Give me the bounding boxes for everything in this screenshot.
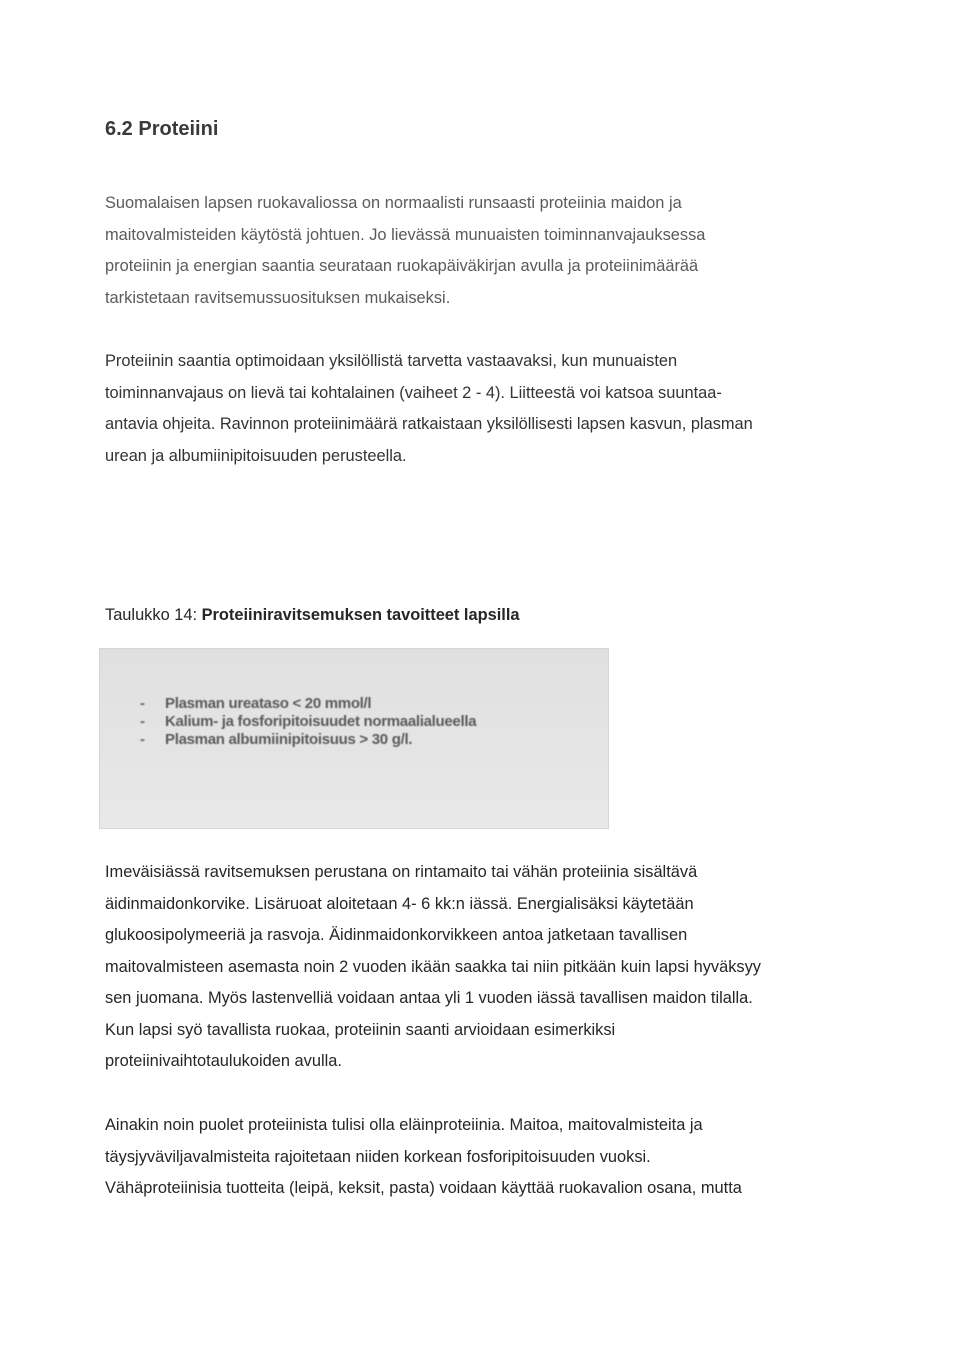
table-caption (105, 606, 520, 625)
table-caption-prefix: Taulukko 14: (105, 606, 202, 624)
table-caption-title: Proteiiniravitsemuksen tavoitteet lapsilla (201, 606, 520, 624)
list-item (140, 695, 476, 713)
table-list (140, 695, 476, 749)
list-item (140, 731, 476, 749)
list-item-text: Plasman ureataso < 20 mmol/l (165, 695, 372, 712)
section-heading: 6.2 Proteiini (105, 118, 219, 140)
list-item-text: Kalium- ja fosforipitoisuudet normaalialueella (165, 713, 477, 730)
list-item (140, 713, 476, 731)
paragraph-intro: Suomalaisen lapsen ruokavaliossa on normaalisti runsaasti proteiinia maidon ja maitovalmisteiden käytöstä johtuen. Jo lievässä munuaisten toiminnanvajauksessa proteiinin ja energian saantia seurataan ruokapäiväkirjan avulla ja proteiinimäärää tarkistetaan ravitsemussuosituksen mukaiseksi. (105, 194, 706, 307)
bullet-dash: - (140, 713, 145, 730)
table-image (99, 648, 609, 829)
bullet-dash: - (140, 695, 145, 712)
bullet-dash: - (140, 731, 145, 748)
paragraph-optimization: Proteiinin saantia optimoidaan yksilöllistä tarvetta vastaavaksi, kun munuaisten toiminnanvajaus on lievä tai kohtalainen (vaiheet 2 - 4). Liitteestä voi katsoa suuntaa- antavia ohjeita. Ravinnon proteiinimäärä ratkaistaan yksilöllisesti lapsen kasvun, plasman urean ja albumiinipitoisuuden perusteella. (105, 352, 753, 465)
list-item-text: Plasman albumiinipitoisuus > 30 g/l. (165, 731, 413, 748)
paragraph-animal-protein: Ainakin noin puolet proteiinista tulisi olla eläinproteiinia. Maitoa, maitovalmisteita ja täysjyväviljavalmisteita rajoitetaan niiden korkean fosforipitoisuuden vuoksi. Vähäproteiinisia tuotteita (leipä, keksit, pasta) voidaan käyttää ruokavalion osana, mutta (105, 1116, 742, 1197)
paragraph-infants: Imeväisiässä ravitsemuksen perustana on rintamaito tai vähän proteiinia sisältävä äidinmaidonkorvike. Lisäruoat aloitetaan 4- 6 kk:n iässä. Energialisäksi käytetään glukoosipolymeeriä ja rasvoja. Äidinmaidonkorvikkeen antoa jatketaan tavallisen maitovalmisteen asemasta noin 2 vuoden ikään saakka tai niin pitkään kuin lapsi hyväksyy sen juomana. Myös lastenvelliä voidaan antaa yli 1 vuoden iässä tavallisen maidon tilalla. Kun lapsi syö tavallista ruokaa, proteiinin saanti arvioidaan esimerkiksi proteiinivaihtotaulukoiden avulla. (105, 863, 761, 1070)
